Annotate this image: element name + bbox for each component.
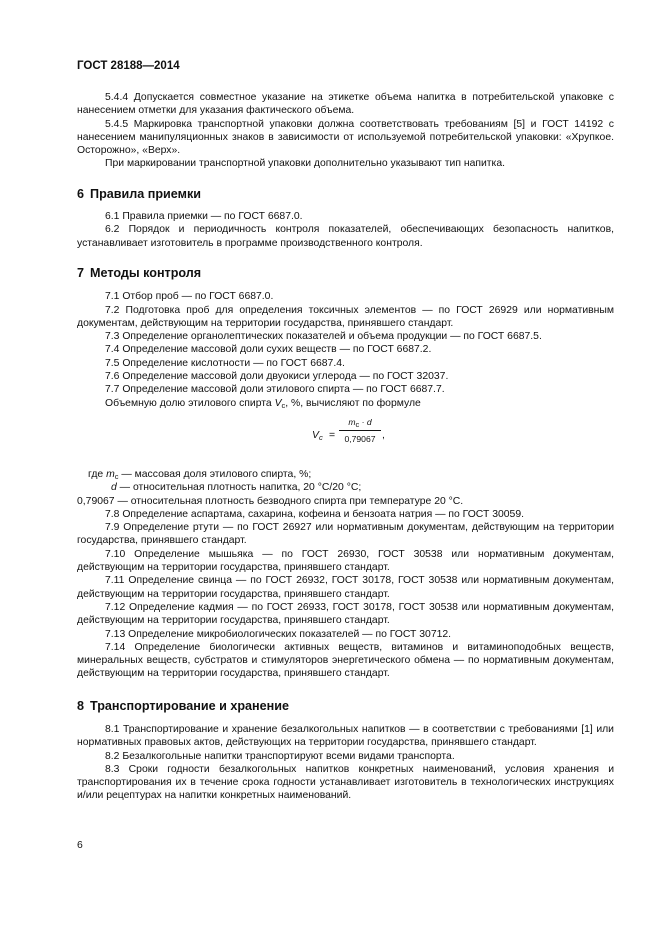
section-8-title: Транспортирование и хранение: [90, 698, 289, 713]
clause-5-4-5-note: При маркировании транспортной упаковки дополнительно указывают тип напитка.: [105, 158, 505, 170]
formula-intro: Объемную долю этилового спирта $V_c$, %, вычисляют по формуле: [105, 397, 421, 410]
clause-7-9: 7.9 Определение ртути — по ГОСТ 26927 или нормативным документам, действующим на территории государства, принявшего стандарт.: [77, 522, 614, 547]
section-6-number: 6: [77, 186, 85, 201]
legend-d: d — относительная плотность напитка, 20 °C/20 °C;: [111, 482, 362, 494]
section-8-heading: [77, 700, 614, 713]
clause-8-1: 8.1 Транспортирование и хранение безалкогольных напитков — в соответствии с требованиями [1] или нормативных правовых актов, действующих на территории государства, принявшего стандарт.: [77, 723, 614, 749]
clause-7-11: 7.11 Определение свинца — по ГОСТ 26932, ГОСТ 30178, ГОСТ 30538 или нормативным документам, действующим на территории государства, принявшего стандарт.: [77, 575, 614, 600]
formula-fraction: [339, 416, 381, 446]
section-7-number: 7: [77, 265, 85, 280]
formula-legend: [77, 468, 614, 508]
clause-7-3: 7.3 Определение органолептических показателей и объема продукции — по ГОСТ 6687.5.: [105, 331, 542, 343]
clause-7-5: 7.5 Определение кислотности — по ГОСТ 6687.4.: [105, 357, 345, 369]
clause-7-14: 7.14 Определение биологически активных веществ, витаминов и витаминоподобных веществ, минеральных веществ, субстратов и стимуляторов энергетического обмена — по нормативным документам, действующим на территории государства, принявшего стандарт.: [77, 641, 614, 680]
clause-6-2: 6.2 Порядок и периодичность контроля показателей, обеспечивающих безопасность напитков, устанавливает изготовитель в программе производственного контроля.: [77, 224, 614, 249]
clause-7-2: 7.2 Подготовка проб для определения токсичных элементов — по ГОСТ 26929 или нормативным документам, действующим на территории государства, принявшего стандарт.: [77, 304, 614, 329]
formula-numerator: $m_c \cdot d$: [348, 416, 372, 429]
clause-7-6: 7.6 Определение массовой доли двуокиси углерода — по ГОСТ 32037.: [105, 371, 449, 383]
formula-equals: =: [329, 429, 336, 441]
legend-constant: 0,79067 — относительная плотность безводного спирта при температуре 20 °C.: [77, 495, 464, 507]
section-7-title: Методы контроля: [90, 265, 202, 280]
section-7-heading: [77, 267, 614, 280]
formula-ethanol-volume: [77, 416, 614, 464]
page-number: 6: [77, 840, 83, 851]
clause-7-10: 7.10 Определение мышьяка — по ГОСТ 26930, ГОСТ 30538 или нормативным документам, действующим на территории государства, принявшего стандарт.: [77, 548, 614, 574]
document-body: [77, 91, 614, 803]
clause-5-4-4: 5.4.4 Допускается совместное указание на этикетке объема напитка в потребительской упаковке с нанесением отметки для указания фактического объема.: [77, 92, 614, 117]
document-header: ГОСТ 28188—2014: [77, 60, 180, 72]
formula-denominator: 0,79067: [344, 433, 376, 444]
formula-lhs: $V_c$: [312, 429, 323, 442]
section-8-number: 8: [77, 698, 85, 713]
legend-m: где $m_c$ — массовая доля этилового спирта, %;: [88, 468, 312, 481]
clause-8-3: 8.3 Сроки годности безалкогольных напитков конкретных наименований, условия хранения и транспортирования их в течение срока годности устанавливает изготовитель в технологических инструкциях и/или рецептурах на напитки конкретных наименований.: [77, 763, 614, 802]
section-6-heading: [77, 188, 614, 201]
clause-7-1: 7.1 Отбор проб — по ГОСТ 6687.0.: [105, 291, 274, 303]
formula-trailing-comma: ,: [382, 429, 385, 441]
formula-fraction-bar: [339, 430, 381, 431]
clause-5-4-5: 5.4.5 Маркировка транспортной упаковки должна соответствовать требованиям [5] и ГОСТ 14192 с нанесением манипуляционных знаков в зависимости от используемой потребительской упаковки: «Хрупкое. Осторожно», «Верх».: [77, 118, 614, 157]
clause-7-12: 7.12 Определение кадмия — по ГОСТ 26933, ГОСТ 30178, ГОСТ 30538 или нормативным документам, действующим на территории государства, принявшего стандарт.: [77, 601, 614, 627]
clause-7-4: 7.4 Определение массовой доли сухих веществ — по ГОСТ 6687.2.: [105, 344, 432, 356]
clause-7-7: 7.7 Определение массовой доли этилового спирта — по ГОСТ 6687.7.: [105, 384, 445, 396]
clause-7-8: 7.8 Определение аспартама, сахарина, кофеина и бензоата натрия — по ГОСТ 30059.: [105, 508, 524, 520]
clause-6-1: 6.1 Правила приемки — по ГОСТ 6687.0.: [105, 211, 303, 223]
clause-7-13: 7.13 Определение микробиологических показателей — по ГОСТ 30712.: [105, 628, 452, 640]
clause-8-2: 8.2 Безалкогольные напитки транспортируют всеми видами транспорта.: [105, 750, 455, 762]
section-6-title: Правила приемки: [90, 186, 201, 201]
